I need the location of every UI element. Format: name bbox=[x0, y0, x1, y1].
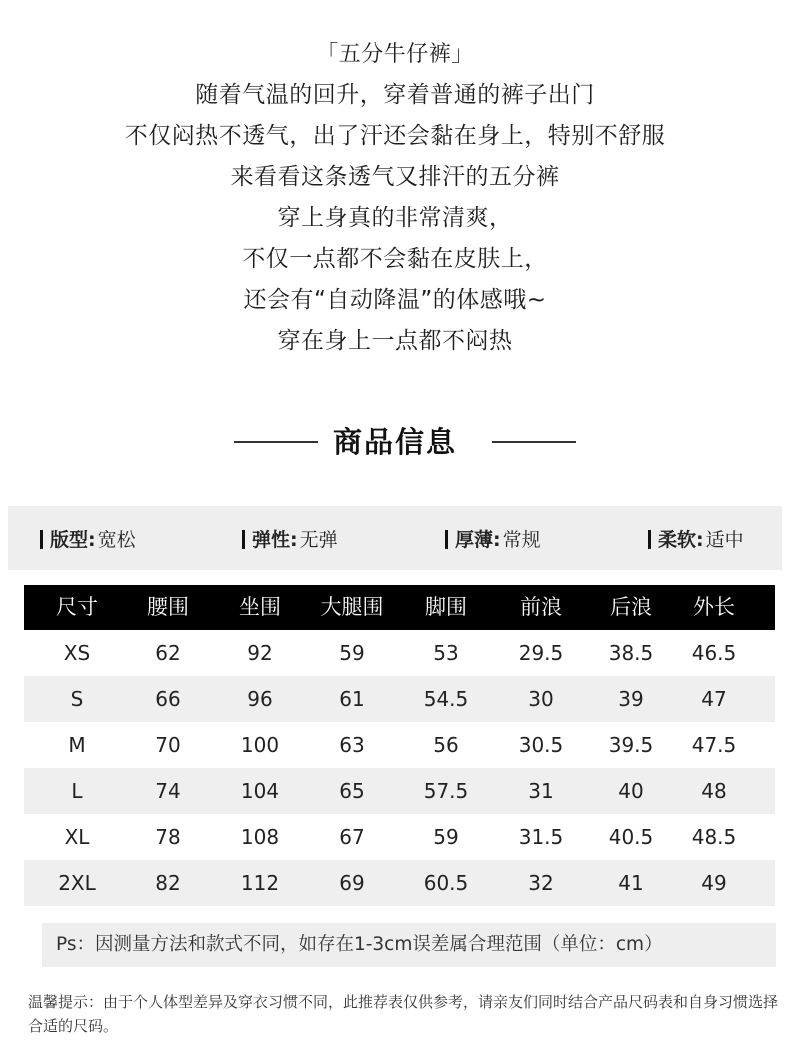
attribute-value: 宽松 bbox=[97, 529, 136, 551]
table-row bbox=[24, 814, 775, 860]
table-header-cell: 后浪 bbox=[610, 595, 652, 619]
table-cell: 61 bbox=[339, 687, 365, 711]
table-cell: 92 bbox=[247, 641, 273, 665]
attribute-marker bbox=[242, 530, 245, 549]
table-cell: 32 bbox=[528, 871, 554, 895]
table-cell: 2XL bbox=[58, 871, 96, 895]
size-table bbox=[24, 585, 775, 906]
table-row bbox=[24, 768, 775, 814]
table-cell: 96 bbox=[247, 687, 273, 711]
table-cell: M bbox=[68, 733, 86, 757]
attribute-softness bbox=[648, 525, 744, 552]
attribute-separator: : bbox=[696, 529, 704, 551]
table-cell: 40.5 bbox=[608, 825, 654, 849]
title-rule-right bbox=[492, 441, 576, 443]
intro-line: 不仅闷热不透气，出了汗还会黏在身上，特别不舒服 bbox=[124, 123, 666, 149]
table-cell: 54.5 bbox=[423, 687, 469, 711]
table-row bbox=[24, 722, 775, 768]
intro-line: 还会有“自动降温”的体感哦~ bbox=[243, 287, 547, 313]
intro-text bbox=[0, 34, 790, 362]
intro-line: 来看看这条透气又排汗的五分裤 bbox=[230, 164, 560, 190]
table-cell: 66 bbox=[155, 687, 181, 711]
table-cell: 59 bbox=[433, 825, 459, 849]
table-cell: 41 bbox=[618, 871, 644, 895]
table-cell: 82 bbox=[155, 871, 181, 895]
table-cell: 67 bbox=[339, 825, 365, 849]
table-cell: 47 bbox=[701, 687, 727, 711]
table-cell: 40 bbox=[618, 779, 644, 803]
table-header-cell: 脚围 bbox=[425, 595, 467, 619]
table-cell: 69 bbox=[339, 871, 365, 895]
table-cell: 48.5 bbox=[691, 825, 737, 849]
table-cell: 70 bbox=[155, 733, 181, 757]
attribute-value: 常规 bbox=[502, 529, 541, 551]
table-cell: 47.5 bbox=[691, 733, 737, 757]
table-cell: 78 bbox=[155, 825, 181, 849]
attribute-key: 弹性 bbox=[252, 529, 291, 551]
table-cell: 29.5 bbox=[518, 641, 564, 665]
table-cell: 39.5 bbox=[608, 733, 654, 757]
ps-note-text: Ps：因测量方法和款式不同，如存在1-3cm误差属合理范围（单位：cm） bbox=[56, 934, 663, 955]
table-cell: XS bbox=[63, 641, 91, 665]
intro-line: 不仅一点都不会黏在皮肤上， bbox=[242, 246, 548, 272]
table-row bbox=[24, 860, 775, 906]
intro-line: 穿上身真的非常清爽， bbox=[277, 205, 513, 231]
table-cell: 104 bbox=[240, 779, 280, 803]
table-cell: 74 bbox=[155, 779, 181, 803]
intro-line: 穿在身上一点都不闷热 bbox=[277, 328, 513, 354]
table-cell: 100 bbox=[240, 733, 280, 757]
attribute-marker bbox=[648, 530, 651, 549]
attribute-key: 柔软 bbox=[658, 529, 697, 551]
attribute-key: 厚薄 bbox=[455, 529, 494, 551]
table-cell: 112 bbox=[240, 871, 280, 895]
table-cell: 39 bbox=[618, 687, 644, 711]
attributes-bar bbox=[8, 506, 782, 570]
table-header-cell: 外长 bbox=[693, 595, 735, 619]
table-cell: 57.5 bbox=[423, 779, 469, 803]
table-header-cell: 大腿围 bbox=[320, 595, 384, 619]
table-cell: 46.5 bbox=[691, 641, 737, 665]
attribute-marker bbox=[445, 530, 448, 549]
ps-note bbox=[42, 923, 776, 967]
intro-heading: 「五分牛仔裤」 bbox=[316, 42, 474, 67]
table-cell: 31 bbox=[528, 779, 554, 803]
table-cell: 65 bbox=[339, 779, 365, 803]
section-title-label: 商品信息 bbox=[332, 425, 457, 459]
intro-line: 随着气温的回升，穿着普通的裤子出门 bbox=[195, 82, 595, 108]
attribute-value: 无弹 bbox=[299, 529, 338, 551]
table-row bbox=[24, 630, 775, 676]
table-header-cell: 腰围 bbox=[147, 595, 189, 619]
table-cell: 60.5 bbox=[423, 871, 469, 895]
attribute-marker bbox=[40, 530, 43, 549]
table-cell: 56 bbox=[433, 733, 459, 757]
table-cell: 63 bbox=[339, 733, 365, 757]
table-header-row bbox=[24, 585, 775, 630]
table-row bbox=[24, 676, 775, 722]
attribute-separator: : bbox=[290, 529, 298, 551]
table-header-cell: 坐围 bbox=[239, 595, 281, 619]
attribute-key: 版型 bbox=[50, 529, 89, 551]
table-cell: 49 bbox=[701, 871, 727, 895]
table-header-cell: 尺寸 bbox=[56, 595, 98, 619]
table-cell: 59 bbox=[339, 641, 365, 665]
table-cell: 30.5 bbox=[518, 733, 564, 757]
table-cell: 31.5 bbox=[518, 825, 564, 849]
table-cell: S bbox=[70, 687, 84, 711]
attribute-fit bbox=[40, 525, 136, 552]
table-cell: XL bbox=[64, 825, 90, 849]
section-title bbox=[0, 418, 790, 464]
attribute-thickness bbox=[445, 525, 541, 552]
table-cell: 108 bbox=[240, 825, 280, 849]
attribute-value: 适中 bbox=[705, 529, 744, 551]
table-cell: 38.5 bbox=[608, 641, 654, 665]
table-cell: 53 bbox=[433, 641, 459, 665]
table-header-cell: 前浪 bbox=[520, 595, 562, 619]
attribute-elasticity bbox=[242, 525, 338, 552]
attribute-separator: : bbox=[88, 529, 96, 551]
table-cell: 62 bbox=[155, 641, 181, 665]
attribute-separator: : bbox=[493, 529, 501, 551]
tip-note: 温馨提示：由于个人体型差异及穿衣习惯不同，此推荐表仅供参考，请亲友们同时结合产品尺码表和自身习惯选择合适的尺码。 bbox=[28, 993, 779, 1035]
table-cell: 30 bbox=[528, 687, 554, 711]
table-cell: L bbox=[71, 779, 83, 803]
table-cell: 48 bbox=[701, 779, 727, 803]
